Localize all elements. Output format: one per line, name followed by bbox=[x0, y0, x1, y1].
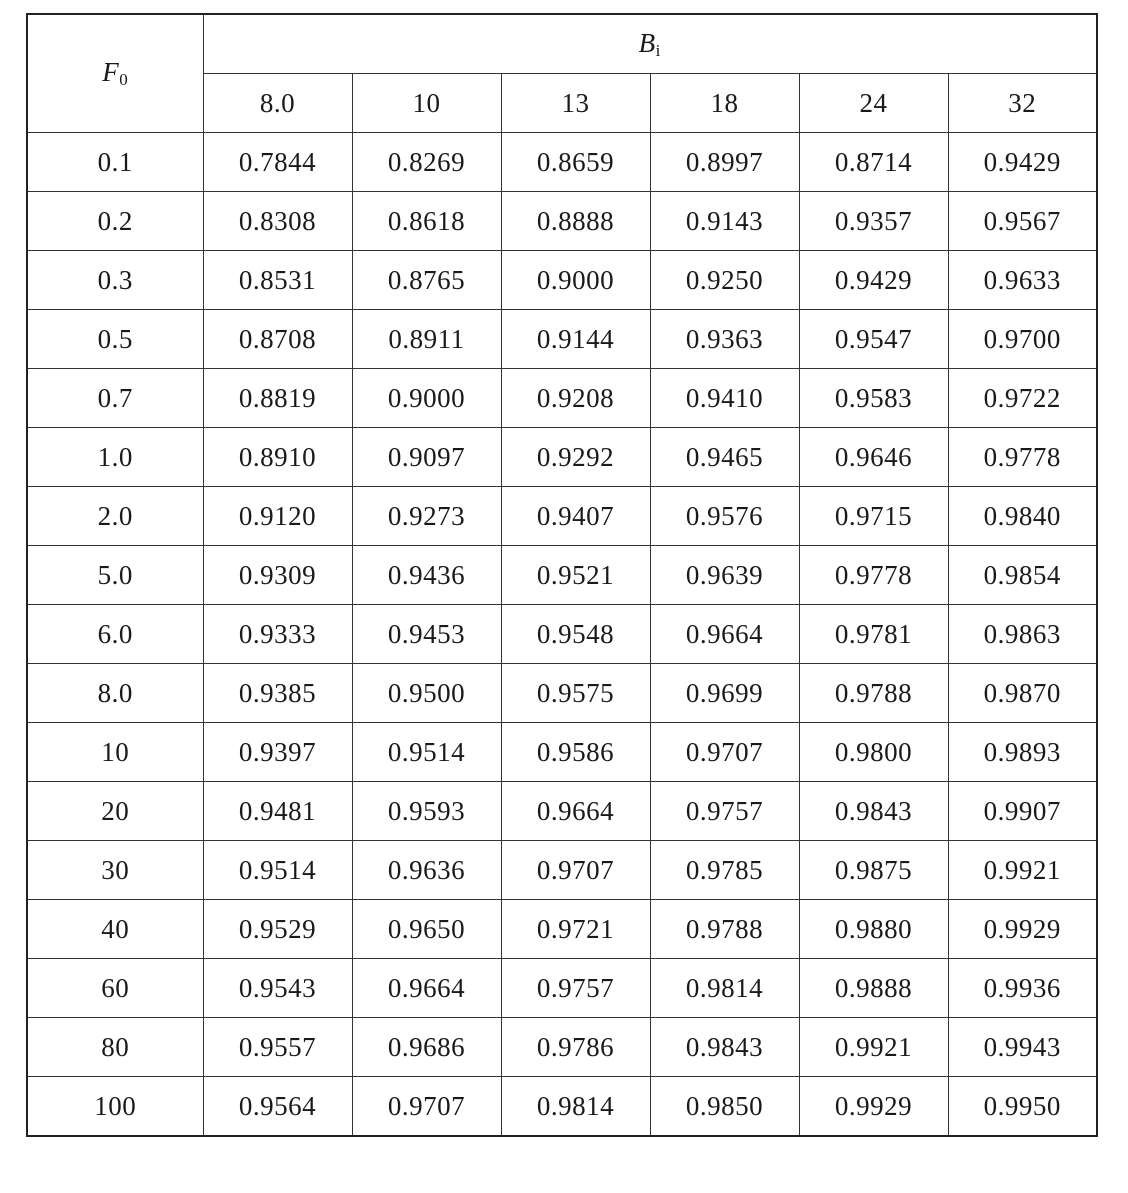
row-label-f0: 0.7 bbox=[27, 369, 203, 428]
row-label-f0: 1.0 bbox=[27, 428, 203, 487]
table-cell: 0.8531 bbox=[203, 251, 352, 310]
table-cell: 0.9429 bbox=[948, 133, 1097, 192]
table-cell: 0.9788 bbox=[650, 900, 799, 959]
table-cell: 0.9907 bbox=[948, 782, 1097, 841]
table-cell: 0.9863 bbox=[948, 605, 1097, 664]
column-header: 24 bbox=[799, 74, 948, 133]
table-cell: 0.8708 bbox=[203, 310, 352, 369]
table-cell: 0.9778 bbox=[948, 428, 1097, 487]
table-cell: 0.9664 bbox=[501, 782, 650, 841]
row-label-f0: 20 bbox=[27, 782, 203, 841]
table-row bbox=[27, 192, 1097, 251]
table-cell: 0.9781 bbox=[799, 605, 948, 664]
table-cell: 0.9529 bbox=[203, 900, 352, 959]
table-row bbox=[27, 369, 1097, 428]
table-cell: 0.9699 bbox=[650, 664, 799, 723]
f0-subscript: 0 bbox=[119, 70, 129, 89]
table-cell: 0.9564 bbox=[203, 1077, 352, 1137]
table-cell: 0.9646 bbox=[799, 428, 948, 487]
table-cell: 0.9943 bbox=[948, 1018, 1097, 1077]
table-cell: 0.9936 bbox=[948, 959, 1097, 1018]
table-cell: 0.9721 bbox=[501, 900, 650, 959]
table-cell: 0.9576 bbox=[650, 487, 799, 546]
table-cell: 0.9500 bbox=[352, 664, 501, 723]
table-row bbox=[27, 428, 1097, 487]
table-cell: 0.9309 bbox=[203, 546, 352, 605]
table-cell: 0.9453 bbox=[352, 605, 501, 664]
table-cell: 0.9814 bbox=[650, 959, 799, 1018]
row-label-f0: 2.0 bbox=[27, 487, 203, 546]
table-cell: 0.9583 bbox=[799, 369, 948, 428]
table-cell: 0.8714 bbox=[799, 133, 948, 192]
row-label-f0: 10 bbox=[27, 723, 203, 782]
row-label-f0: 0.1 bbox=[27, 133, 203, 192]
column-header: 10 bbox=[352, 74, 501, 133]
table-cell: 0.9000 bbox=[352, 369, 501, 428]
table-cell: 0.9870 bbox=[948, 664, 1097, 723]
header-row-top bbox=[27, 14, 1097, 74]
table-row bbox=[27, 841, 1097, 900]
table-cell: 0.9950 bbox=[948, 1077, 1097, 1137]
row-header-f0 bbox=[27, 14, 203, 133]
table-cell: 0.9292 bbox=[501, 428, 650, 487]
column-header: 8.0 bbox=[203, 74, 352, 133]
table-cell: 0.9514 bbox=[203, 841, 352, 900]
bi-subscript: i bbox=[655, 40, 661, 60]
table-cell: 0.9888 bbox=[799, 959, 948, 1018]
table-cell: 0.9397 bbox=[203, 723, 352, 782]
table-cell: 0.9715 bbox=[799, 487, 948, 546]
table-cell: 0.9921 bbox=[948, 841, 1097, 900]
table-cell: 0.9664 bbox=[650, 605, 799, 664]
table-cell: 0.9357 bbox=[799, 192, 948, 251]
table-cell: 0.9664 bbox=[352, 959, 501, 1018]
table-row bbox=[27, 133, 1097, 192]
table-cell: 0.7844 bbox=[203, 133, 352, 192]
table-cell: 0.9843 bbox=[799, 782, 948, 841]
table-cell: 0.9800 bbox=[799, 723, 948, 782]
table-cell: 0.9208 bbox=[501, 369, 650, 428]
table-cell: 0.8910 bbox=[203, 428, 352, 487]
table-cell: 0.9788 bbox=[799, 664, 948, 723]
table-cell: 0.8888 bbox=[501, 192, 650, 251]
table-cell: 0.9097 bbox=[352, 428, 501, 487]
table-row bbox=[27, 310, 1097, 369]
table-cell: 0.8269 bbox=[352, 133, 501, 192]
table-cell: 0.8997 bbox=[650, 133, 799, 192]
table-cell: 0.9880 bbox=[799, 900, 948, 959]
table-cell: 0.9929 bbox=[799, 1077, 948, 1137]
table-row bbox=[27, 1018, 1097, 1077]
column-header: 18 bbox=[650, 74, 799, 133]
row-label-f0: 0.3 bbox=[27, 251, 203, 310]
table-cell: 0.9686 bbox=[352, 1018, 501, 1077]
table-cell: 0.9250 bbox=[650, 251, 799, 310]
table-cell: 0.8308 bbox=[203, 192, 352, 251]
data-table-container bbox=[26, 13, 1096, 1137]
table-cell: 0.9385 bbox=[203, 664, 352, 723]
f0-symbol: F bbox=[102, 57, 120, 87]
table-cell: 0.9757 bbox=[650, 782, 799, 841]
table-cell: 0.8618 bbox=[352, 192, 501, 251]
table-cell: 0.9875 bbox=[799, 841, 948, 900]
table-row bbox=[27, 1077, 1097, 1137]
table-row bbox=[27, 900, 1097, 959]
table-cell: 0.9410 bbox=[650, 369, 799, 428]
row-label-f0: 60 bbox=[27, 959, 203, 1018]
table-cell: 0.9707 bbox=[352, 1077, 501, 1137]
table-row bbox=[27, 546, 1097, 605]
table-row bbox=[27, 251, 1097, 310]
table-cell: 0.9639 bbox=[650, 546, 799, 605]
table-cell: 0.9757 bbox=[501, 959, 650, 1018]
table-cell: 0.9543 bbox=[203, 959, 352, 1018]
table-row bbox=[27, 723, 1097, 782]
table-cell: 0.9575 bbox=[501, 664, 650, 723]
table-cell: 0.9700 bbox=[948, 310, 1097, 369]
table-cell: 0.9521 bbox=[501, 546, 650, 605]
row-label-f0: 100 bbox=[27, 1077, 203, 1137]
table-row bbox=[27, 782, 1097, 841]
table-cell: 0.9000 bbox=[501, 251, 650, 310]
column-header: 13 bbox=[501, 74, 650, 133]
table-cell: 0.9814 bbox=[501, 1077, 650, 1137]
table-cell: 0.9650 bbox=[352, 900, 501, 959]
table-cell: 0.9548 bbox=[501, 605, 650, 664]
table-cell: 0.9636 bbox=[352, 841, 501, 900]
table-cell: 0.9707 bbox=[650, 723, 799, 782]
table-cell: 0.9429 bbox=[799, 251, 948, 310]
table-row bbox=[27, 605, 1097, 664]
table-cell: 0.9929 bbox=[948, 900, 1097, 959]
table-cell: 0.9273 bbox=[352, 487, 501, 546]
table-cell: 0.9843 bbox=[650, 1018, 799, 1077]
table-cell: 0.9567 bbox=[948, 192, 1097, 251]
table-cell: 0.9120 bbox=[203, 487, 352, 546]
table-cell: 0.9854 bbox=[948, 546, 1097, 605]
row-label-f0: 30 bbox=[27, 841, 203, 900]
table-cell: 0.9144 bbox=[501, 310, 650, 369]
table-cell: 0.9481 bbox=[203, 782, 352, 841]
table-cell: 0.9850 bbox=[650, 1077, 799, 1137]
table-cell: 0.9586 bbox=[501, 723, 650, 782]
table-cell: 0.8911 bbox=[352, 310, 501, 369]
table-cell: 0.9840 bbox=[948, 487, 1097, 546]
table-cell: 0.8659 bbox=[501, 133, 650, 192]
row-label-f0: 6.0 bbox=[27, 605, 203, 664]
table-cell: 0.9921 bbox=[799, 1018, 948, 1077]
table-cell: 0.8765 bbox=[352, 251, 501, 310]
row-label-f0: 0.5 bbox=[27, 310, 203, 369]
data-table bbox=[26, 13, 1098, 1137]
table-cell: 0.9465 bbox=[650, 428, 799, 487]
table-body bbox=[27, 133, 1097, 1137]
row-label-f0: 80 bbox=[27, 1018, 203, 1077]
table-cell: 0.9633 bbox=[948, 251, 1097, 310]
table-cell: 0.9893 bbox=[948, 723, 1097, 782]
table-cell: 0.9333 bbox=[203, 605, 352, 664]
table-cell: 0.9514 bbox=[352, 723, 501, 782]
column-group-header-bi bbox=[203, 14, 1097, 74]
table-cell: 0.9143 bbox=[650, 192, 799, 251]
column-header: 32 bbox=[948, 74, 1097, 133]
table-cell: 0.9407 bbox=[501, 487, 650, 546]
row-label-f0: 0.2 bbox=[27, 192, 203, 251]
table-cell: 0.9593 bbox=[352, 782, 501, 841]
table-row bbox=[27, 959, 1097, 1018]
table-cell: 0.9722 bbox=[948, 369, 1097, 428]
table-cell: 0.9778 bbox=[799, 546, 948, 605]
bi-symbol: B bbox=[638, 27, 656, 58]
row-label-f0: 5.0 bbox=[27, 546, 203, 605]
table-cell: 0.9547 bbox=[799, 310, 948, 369]
table-row bbox=[27, 664, 1097, 723]
row-label-f0: 8.0 bbox=[27, 664, 203, 723]
table-cell: 0.9786 bbox=[501, 1018, 650, 1077]
table-cell: 0.9785 bbox=[650, 841, 799, 900]
table-cell: 0.8819 bbox=[203, 369, 352, 428]
table-cell: 0.9363 bbox=[650, 310, 799, 369]
table-cell: 0.9436 bbox=[352, 546, 501, 605]
table-cell: 0.9707 bbox=[501, 841, 650, 900]
row-label-f0: 40 bbox=[27, 900, 203, 959]
table-row bbox=[27, 487, 1097, 546]
table-cell: 0.9557 bbox=[203, 1018, 352, 1077]
